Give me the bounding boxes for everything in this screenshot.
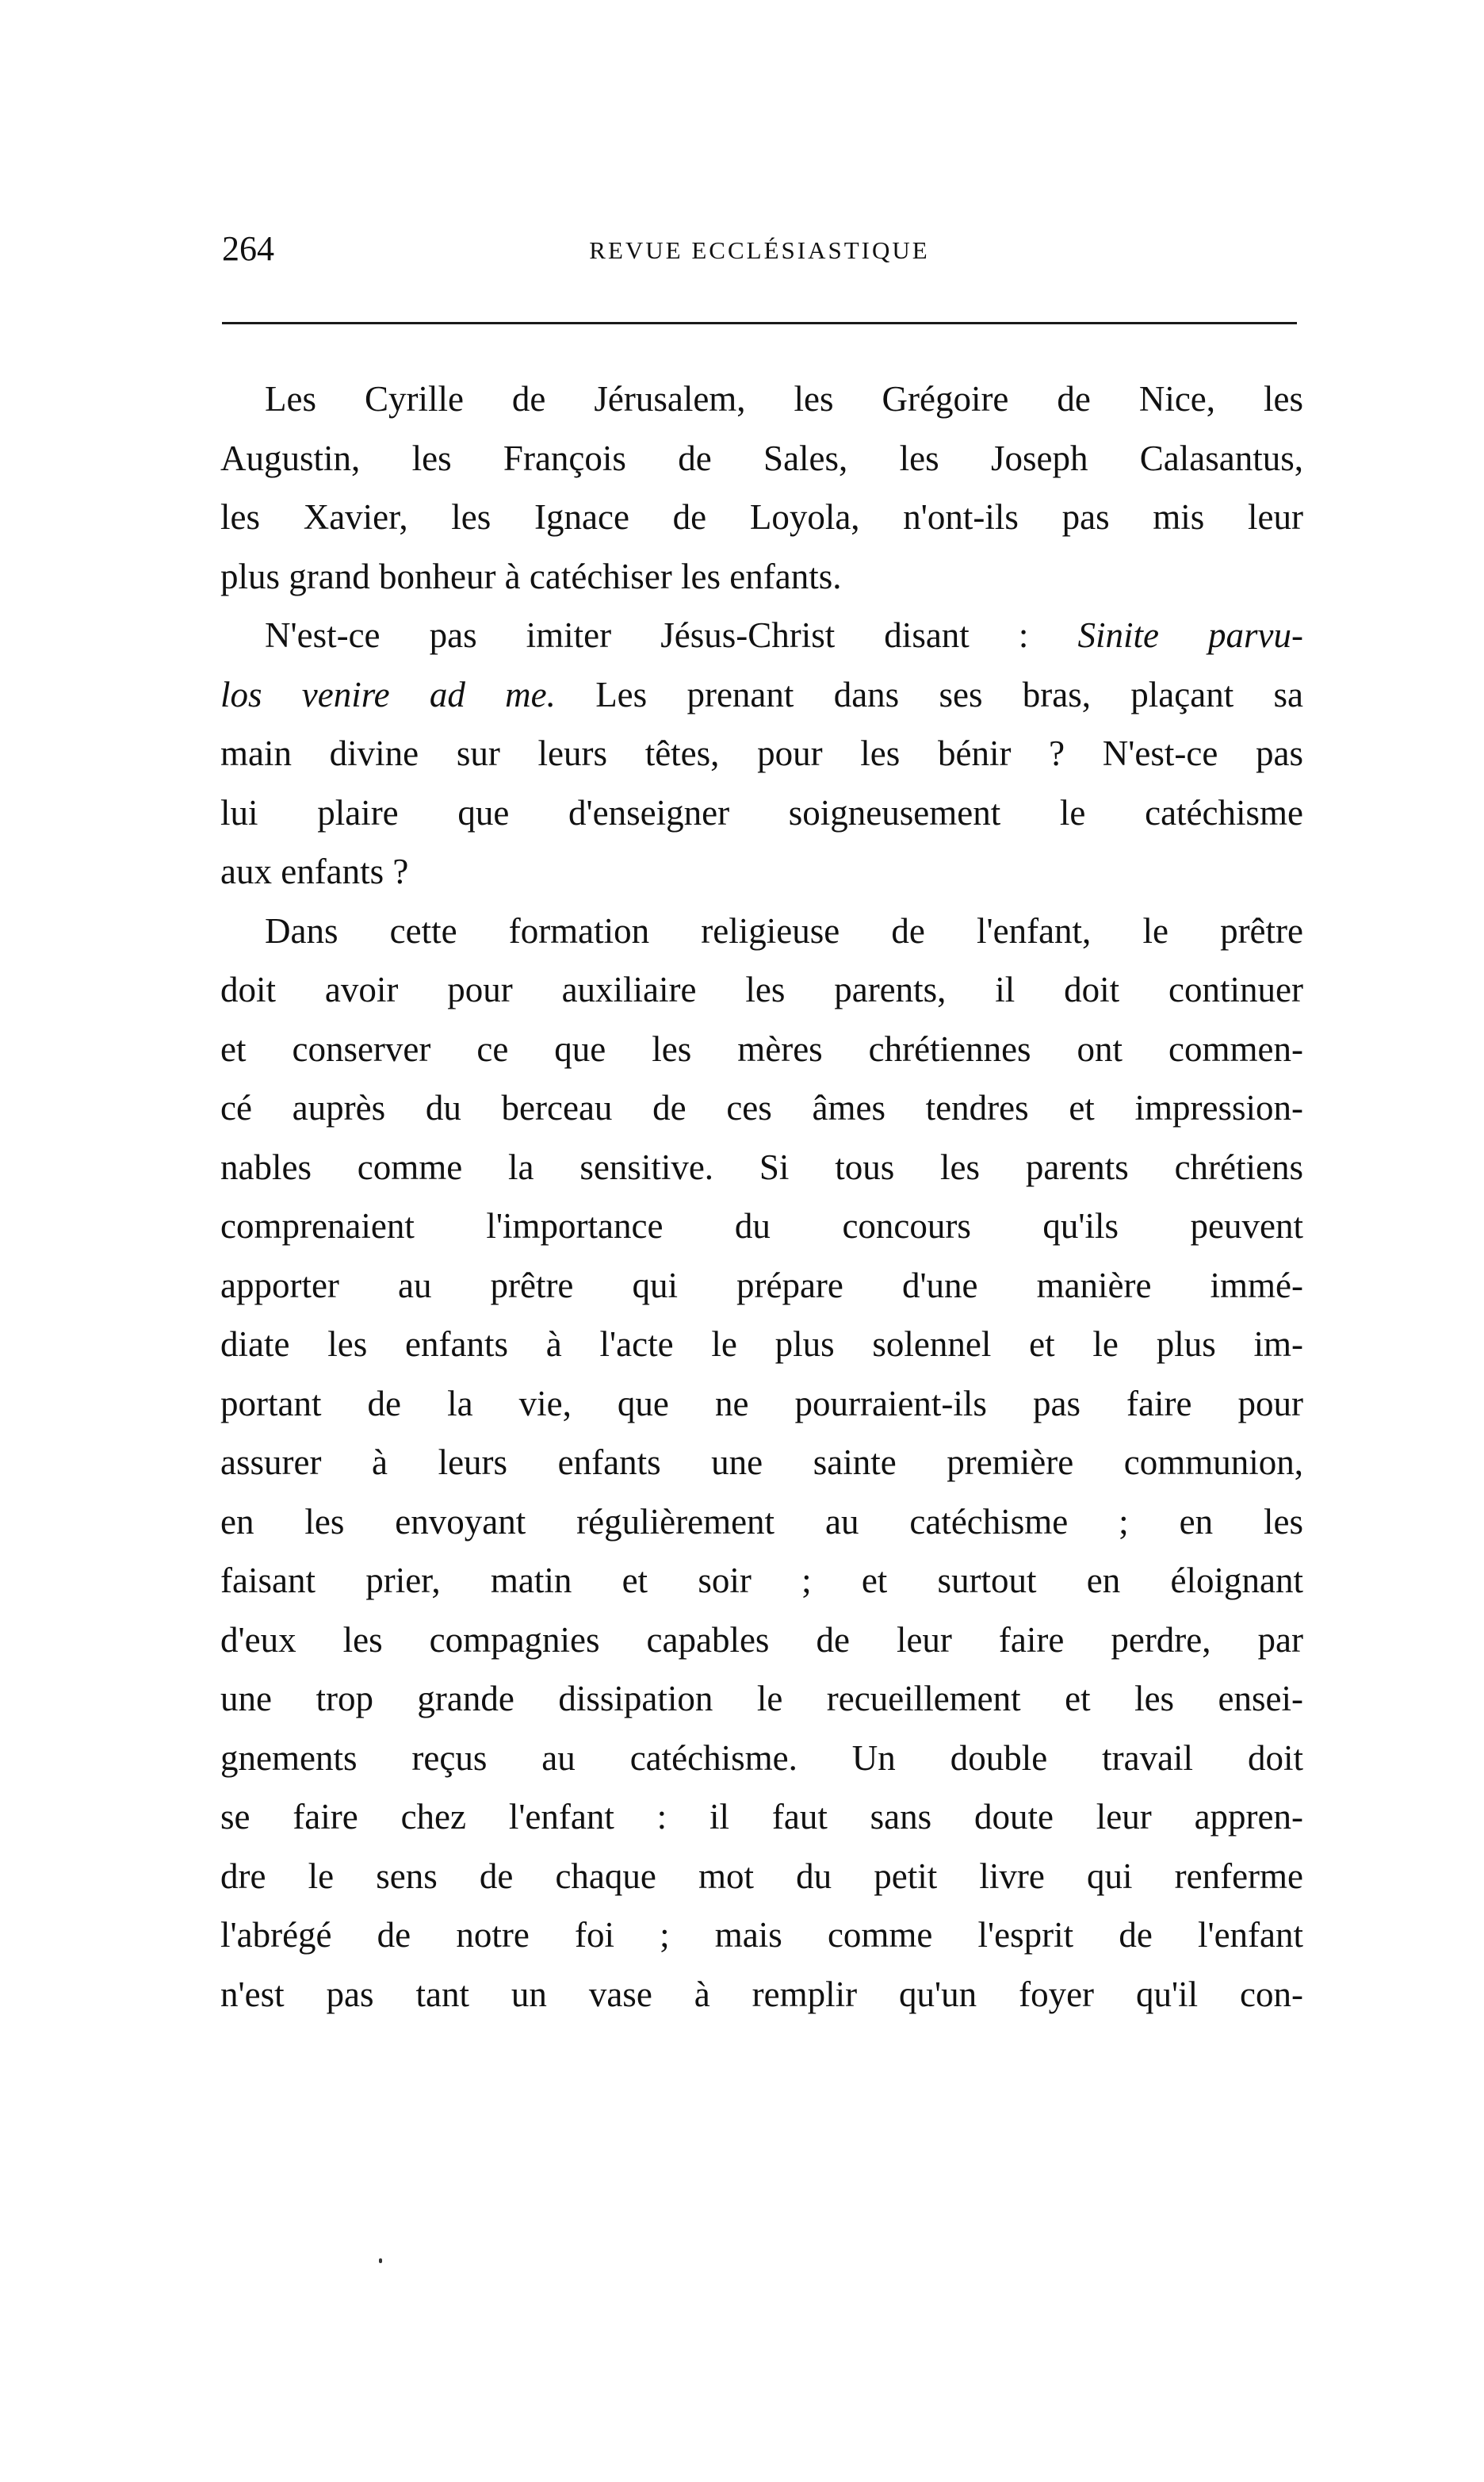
print-speck <box>379 2258 382 2263</box>
text-line: et conserver ce que les mères chrétiennes ont commen- <box>220 1028 1303 1069</box>
text-line: d'eux les compagnies capables de leur faire perdre, par <box>220 1619 1303 1660</box>
page-number: 264 <box>222 229 274 268</box>
text-line <box>220 606 1303 665</box>
text-line: Dans cette formation religieuse de l'enfant, le prêtre <box>265 910 1303 951</box>
text-line: aux enfants ? <box>220 852 409 891</box>
text-line: portant de la vie, que ne pourraient-ils pas faire pour <box>220 1383 1303 1423</box>
text-line: en les envoyant régulièrement au catéchisme ; en les <box>220 1501 1303 1542</box>
header-rule <box>222 322 1297 324</box>
text-line: n'est pas tant un vase à remplir qu'un foyer qu'il con- <box>220 1974 1303 2014</box>
latin-quote: los venire ad me. <box>220 674 556 714</box>
text-line <box>220 665 1303 725</box>
text-line: Augustin, les François de Sales, les Joseph Calasantus, <box>220 438 1303 478</box>
text-line: gnements reçus au catéchisme. Un double travail doit <box>220 1737 1303 1778</box>
text-line: main divine sur leurs têtes, pour les bénir ? N'est-ce pas <box>220 733 1303 773</box>
text-line: une trop grande dissipation le recueillement et les ensei- <box>220 1679 1303 1718</box>
text-line: cé auprès du berceau de ces âmes tendres et impression- <box>220 1088 1303 1128</box>
paragraph-2 <box>220 606 1303 902</box>
text-line: diate les enfants à l'acte le plus solennel et le plus im- <box>220 1324 1303 1364</box>
text-line: doit avoir pour auxiliaire les parents, il doit continuer <box>220 970 1303 1009</box>
text-line: plus grand bonheur à catéchiser les enfants. <box>220 556 842 596</box>
text-line: faisant prier, matin et soir ; et surtout en éloignant <box>220 1561 1303 1600</box>
text-line: apporter au prêtre qui prépare d'une manière immé- <box>220 1265 1303 1305</box>
paragraph-3 <box>220 902 1303 2024</box>
text-line: dre le sens de chaque mot du petit livre qui renferme <box>220 1856 1303 1896</box>
text-line: l'abrégé de notre foi ; mais comme l'esprit de l'enfant <box>220 1915 1303 1955</box>
line-2-1-roman: N'est-ce pas imiter Jésus-Christ disant : <box>265 615 1078 655</box>
text-line: les Xavier, les Ignace de Loyola, n'ont-ils pas mis leur <box>220 497 1303 537</box>
text-line: assurer à leurs enfants une sainte première communion, <box>220 1442 1303 1482</box>
body-text <box>220 370 1303 2024</box>
line-2-2-roman: Les prenant dans ses bras, plaçant sa <box>555 674 1303 714</box>
text-line: Les Cyrille de Jérusalem, les Grégoire de Nice, les <box>265 379 1303 419</box>
running-header <box>222 225 1297 273</box>
latin-quote: Sinite parvu- <box>1077 615 1304 655</box>
text-line: comprenaient l'importance du concours qu'ils peuvent <box>220 1206 1303 1246</box>
text-line: se faire chez l'enfant : il faut sans doute leur appren- <box>220 1797 1303 1837</box>
text-line: lui plaire que d'enseigner soigneusement le catéchisme <box>220 792 1303 833</box>
text-line: nables comme la sensitive. Si tous les parents chrétiens <box>220 1147 1303 1187</box>
running-title: REVUE ECCLÉSIASTIQUE <box>589 236 930 264</box>
paragraph-1 <box>220 370 1303 606</box>
